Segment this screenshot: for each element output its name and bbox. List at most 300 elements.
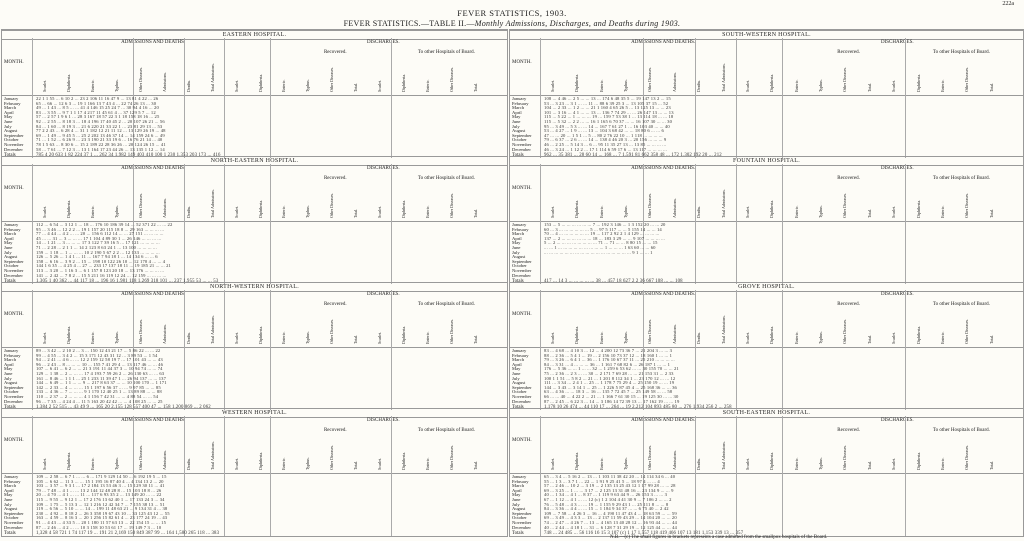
month-header: MONTH. [4,438,24,443]
month-label: June [512,245,521,250]
column-label-enteric: Enteric. [939,457,945,470]
admissions-deaths-header: ADMISSIONS AND DEATHS. [631,418,696,423]
column-label-deaths: Deaths. [185,79,191,92]
table-row [510,273,1023,279]
totals-values: 785 4 20 633 1 82 224 37 1 ... 262 34 1,982 149 403 410 100 1 230 1,353 203 173 ... 416 [36,153,221,159]
column-label-other-diseases: Other Diseases. [964,318,970,344]
row-values: 47 ... ... 20 ... 1 5 1 ... 5 ... 80 2 76 22 10 ... 1 118 ... ... ... ... [544,132,663,138]
month-label: March [4,483,16,489]
month-label: August [4,506,18,512]
other-hospitals-header: To other Hospitals of Board. [417,428,475,433]
column-header [2,38,507,96]
row-values: 129 ... 1 38 ... 2 ... ... ... 17 4 193 7 59 26 2 ... 26 130 63 ... ... 63 [36,371,165,376]
column-label-scarlet: Scarlet. [550,457,555,470]
row-values: 104 ... 2 33 ... 1 2 ... ... 21 1 160 4 65 26 5 ... 13 125 13 ... ... 23 [544,105,671,111]
recovered-header: Recovered. [837,302,860,307]
month-label: December [512,146,531,152]
column-label-total-admissions: Total Admissions. [720,189,726,218]
column-label-total-admissions: Total Admissions. [209,315,215,344]
month-label: March [512,105,524,111]
row-values: 75 ... 2 36 ... 2 3 ... ... 30 ... 2 171 7 69 28 ... ... 21 153 31 ... 2 33 [544,371,674,376]
month-header: MONTH. [4,60,24,65]
month-label: July [512,375,520,381]
row-values: 49 ... 1 43 ... 8 5 ... ... 41 4 146 15 25 24 7 ... 30 94 4 16 ... 20 [36,105,159,111]
table-body [510,222,1023,285]
month-label: September [4,510,24,516]
column-label-diphtheria: Diphtheria. [915,73,921,92]
totals-values: 417 ... 14 3 ... ... ... ... ... 38 ... 457 18 627 2 2 36 667 108 ... ... 108 [544,279,683,285]
month-label: August [4,254,18,260]
month-label: March [512,231,524,237]
table-row [2,399,507,405]
column-label-total: Total. [473,82,479,92]
column-label-scarlet: Scarlet. [233,457,239,470]
row-values: 109 ... 1 75 ... 5 13 3 ... 12 1 216 12 42 34 7 ... 7 155 38 13 ... 51 [36,501,165,507]
row-values: 45 ... ... 31 ... 3 ... ... ... 17 1 104 4 89 30 1 ... 26 146 ... ... ... ... [36,235,162,241]
row-values: 55 ... 1 3 ... 3 7 1 ... 22 ... 1 91 9 25 41 5 ... 18 97 4 ... ... 4 [544,478,660,484]
other-hospitals-header: To other Hospitals of Board. [417,50,475,55]
column-label-enteric: Enteric. [598,331,604,344]
hospital-section-western [2,408,507,536]
month-label: June [4,497,13,502]
month-label: March [512,483,524,489]
column-header [2,416,507,474]
totals-values: 1,305 1 40 362 ... 44 117 18 ... 196 16 1,981 118 1,269 318 101 ... 237 1,955 53 ... ... 53 [36,279,219,285]
row-values: 84 ... 1 60 ... 8 19 3 ... 21 6 220 21 33 22 1 ... 23 81 29 13 ... 53 [36,123,163,129]
column-label-admissions: Admissions. [161,72,167,92]
row-values: 101 ... 3 16 ... 4 1 ... ... 13 ... 136 7 74 29 ... ... 26 147 13 ... ... 13 [544,109,674,115]
month-label: September [4,258,24,264]
column-label-enteric: Enteric. [793,79,799,92]
column-label-diphtheria: Diphtheria. [915,325,921,344]
month-label: October [512,389,527,395]
column-label-other-diseases: Other Diseases. [329,192,335,218]
row-values: 20 ... 4 70 ... 4 1 ... ... 11 ... 117 6 93 35 2 ... 13 149 20 ... ... 22 [36,492,162,498]
column-label-scarlet: Scarlet. [744,457,750,470]
column-label-admissions: Admissions. [671,324,677,344]
row-values: 119 ... 6 56 ... 5 10 ... ... 14 ... 199 11 48 63 21 ... 9 134 31 4 ... 38 [36,506,168,512]
admissions-deaths-header: ADMISSIONS AND DEATHS. [121,418,186,423]
table-body [510,96,1023,159]
row-values: 66 ... ... 40 ... 4 22 2 ... 21 ... 1 166 7 61 30 15 ... 19 125 30 ... ... 30 [544,394,679,399]
section-title: GROVE HOSPITAL. [510,282,1023,292]
totals-values: 1,178 10 26 474 ... 44 110 17 ... 264 ... 19 2,212 104 893 485 80 ... 276 1,934 256 2 ... 258 [544,405,732,411]
recovered-header: Recovered. [837,428,860,433]
column-label-admissions: Admissions. [161,450,167,470]
totals-row [2,531,507,537]
recovered-header: Recovered. [323,428,347,433]
row-values: 58 ... 7 61 ... 7 12 3 ... 13 1 164 17 23 44 26 ... 13 135 1 12 ... 14 [36,146,165,152]
month-label: June [4,371,13,376]
row-values: 110 ... 2 37 ... 2 ... ... ... 4 1 156 7 42 31 ... ... 4 88 54 ... ... 54 [36,394,159,399]
row-values: 153 ... 5 ... ... ... ... ... ... 7 ... 192 3 146 ... 1 3 152 20 ... ... 20 [544,222,666,227]
column-label-diphtheria: Diphtheria. [401,73,407,92]
column-label-enteric: Enteric. [939,331,945,344]
month-label: March [4,231,16,237]
month-label: February [512,100,529,106]
month-label: July [512,123,520,129]
column-label-scarlet: Scarlet. [377,205,383,218]
recovered-header: Recovered. [323,302,347,307]
row-values: 79 ... 6 37 ... 2 6 ... ... 14 ... 138 4 46 20 3 ... 20 156 ... ... ... 9 [544,137,667,143]
month-label: September [512,510,532,516]
discharges-header: DISCHARGES. [880,40,914,45]
column-label-other-diseases: Other Diseases. [647,192,653,218]
month-label: December [512,524,531,530]
month-label: February [4,100,21,106]
totals-label: Totals [512,405,524,411]
column-label-typhus: Typhus. [623,457,629,470]
column-label-scarlet: Scarlet. [891,205,897,218]
totals-label: Totals [4,531,16,537]
column-label-total: Total. [473,334,479,344]
month-label: February [512,352,529,358]
month-label: June [4,245,13,250]
row-values: ... ... ... ... ... ... ... ... ... ... ... ... ... ... ... ... ... 9 1 ... ... 1 [544,249,653,255]
column-label-scarlet: Scarlet. [550,331,555,344]
row-values: 115 ... 5 22 ... 1 ... ... ... 19 ... 159 7 53 38 1 ... 13 114 18 ... ... 18 [544,114,674,120]
row-values: 141 ... 2 42 ... 7 8 2 ... 15 5 211 16 119 12 24 ... 12 159 ... ... ... ... [36,272,167,278]
row-values: 95 ... 3 49 ... 5 3 ... ... 14 ... 167 7 61 27 1 ... 16 103 40 ... ... 40 [544,123,670,129]
column-label-scarlet: Scarlet. [744,331,750,344]
row-values: 96 ... 2 43 ... 8 ... ... ... 10 ... 155 7 41 29 4 ... 13 117 46 ... ... 46 [36,361,164,367]
recovered-header: Recovered. [323,176,347,181]
table-title-prefix: FEVER STATISTICS.—TABLE II.— [343,19,475,28]
column-label-scarlet: Scarlet. [377,331,383,344]
row-values: 84 ... 3 31 ... 4 ... ... ... 36 ... 1 161 7 68 82 6 ... 26 187 1 ... ... 1 [544,361,671,367]
left-column [1,29,508,537]
row-values: 67 ... 1 12 ... 4 1 ... ... 12 (c) 1 2 104 4 41 30 9 ... 7 106 2 ... ... 2 [544,497,672,502]
month-label: January [512,222,527,227]
column-label-enteric: Enteric. [89,457,95,470]
table-title [0,19,1024,28]
row-values: 40 ... 2 44 ... 4 18 1 ... 31 ... 6 128 7 31 29 19 ... 12 125 44 ... ... 44 [544,524,677,530]
column-label-diphtheria: Diphtheria. [65,325,71,344]
totals-label: Totals [4,279,16,285]
column-label-enteric: Enteric. [939,79,945,92]
column-label-scarlet: Scarlet. [42,205,47,218]
row-values: 158 ... 6 16 ... 3 9 2 ... 15 ... 198 10 122 26 10 ... 12 170 4 ... ... 4 [36,258,166,264]
month-label: July [4,123,12,129]
month-label: June [4,119,13,124]
month-label: August [512,380,526,386]
row-values: 74 ... 2 47 ... 4 26 7 ... 13 ... 4 165 13 40 28 12 ... 16 93 44 ... ... 44 [544,520,677,525]
row-values: 108 ... 4 46 ... 2 5 ... ... 13 ... 174 6 48 35 5 ... 19 147 13 2 ... 15 [544,96,671,101]
month-label: August [4,380,18,386]
column-label-total: Total. [353,334,359,344]
row-values: 46 ... 3 24 ... 1 12 2 ... 17 1 114 6 59 17 6 ... 13 117 ... ... ... ... [544,146,668,152]
month-label: April [512,487,522,493]
column-label-admissions: Admissions. [671,72,677,92]
column-label-other-diseases: Other Diseases. [449,192,455,218]
row-values: 96 ... 7 35 ... 4 24 4 ... 11 5 163 20 42 42 ... ... 4 108 25 ... ... 25 [36,398,163,404]
column-label-other-diseases: Other Diseases. [137,192,143,218]
column-label-other-diseases: Other Diseases. [137,66,143,92]
row-values: 109 ... 7 58 ... 4 26 3 ... 16 ... 4 190 11 47 43 4 ... 18 63 59 ... ... 59 [544,510,677,516]
hospital-section-grove [510,282,1023,410]
column-label-total: Total. [353,460,359,470]
admissions-deaths-header: ADMISSIONS AND DEATHS. [631,166,696,171]
row-values: 99 ... 4 55 ... 3 4 2 ... 15 3 171 12 43 31 12 ... 3 89 53 ... 1 54 [36,352,158,358]
column-label-typhus: Typhus. [623,79,629,92]
row-values: 70 ... 4 ... ... ... ... ... ... 19 ... 117 2 92 2 1 4 129 ... ... ... ... [544,231,660,237]
column-label-total: Total. [988,460,994,470]
month-header: MONTH. [512,312,532,317]
column-label-admissions: Admissions. [671,450,677,470]
month-label: June [512,371,521,376]
column-label-total-admissions: Total Admissions. [720,63,726,92]
row-values: 137 ... 2 ... ... ... ... ... ... 18 ... 183 3 29 ... ... 9 107 ... ... ... ... [544,235,665,241]
month-label: January [4,348,19,353]
column-header [2,290,507,348]
column-label-typhus: Typhus. [818,457,824,470]
column-label-scarlet: Scarlet. [744,79,750,92]
month-label: November [4,142,24,147]
other-hospitals-header: To other Hospitals of Board. [932,302,990,307]
month-label: August [512,128,526,134]
hospital-section-north-eastern [2,156,507,284]
column-label-typhus: Typhus. [305,331,311,344]
column-label-scarlet: Scarlet. [891,331,897,344]
column-header [510,290,1023,348]
month-label: May [512,492,521,498]
right-column [509,29,1024,537]
row-values: 113 ... 3 20 ... 1 16 3 ... 6 1 157 8 123 20 18 ... 13 176 ... ... ... ... [36,268,165,273]
column-header [510,38,1023,96]
discharges-header: DISCHARGES. [366,292,400,297]
month-label: February [4,352,21,358]
row-values: 69 ... 1 49 ... 9 45 5 ... 25 2 202 13 46 37 14 ... 14 159 24 6 ... 49 [36,132,165,138]
column-label-total: Total. [988,82,994,92]
column-label-diphtheria: Diphtheria. [65,451,71,470]
column-label-admissions: Admissions. [671,198,677,218]
column-label-other-diseases: Other Diseases. [842,444,848,470]
totals-label: Totals [4,405,16,411]
section-title: SOUTH-WESTERN HOSPITAL. [510,30,1023,40]
column-label-diphtheria: Diphtheria. [769,451,775,470]
totals-values: 1,384 2 52 515 ... 43 49 9 ... 165 20 2,155 128 557 400 47 ... 158 1,200 869 ... 2 062 [36,405,211,411]
month-label: November [512,142,532,147]
column-label-total-admissions: Total Admissions. [209,189,215,218]
column-label-total: Total. [353,82,359,92]
column-label-other-diseases: Other Diseases. [449,444,455,470]
column-label-diphtheria: Diphtheria. [257,325,263,344]
month-label: June [512,497,521,502]
month-label: December [512,272,531,278]
column-label-scarlet: Scarlet. [233,331,239,344]
month-label: March [4,105,16,111]
column-label-typhus: Typhus. [623,331,629,344]
column-label-typhus: Typhus. [818,331,824,344]
row-values: 77 2 2 43 ... 6 28 4 ... 31 1 182 12 21 11 12 ... 13 129 26 19 ... 48 [36,128,166,134]
admissions-deaths-header: ADMISSIONS AND DEATHS. [121,40,186,45]
section-title: NORTH-WESTERN HOSPITAL. [2,282,507,292]
section-title: FOUNTAIN HOSPITAL. [510,156,1023,166]
column-label-other-diseases: Other Diseases. [647,318,653,344]
column-label-typhus: Typhus. [113,205,119,218]
month-label: March [512,357,524,363]
table-body [2,348,507,411]
column-label-diphtheria: Diphtheria. [769,325,775,344]
month-label: February [4,226,21,232]
month-header: MONTH. [4,312,24,317]
page-number: 222a [1002,1,1014,7]
hospital-section-eastern [2,30,507,158]
month-label: October [512,263,527,269]
row-values: 92 ... 2 55 ... 8 18 3 ... 18 4 196 17 40 45 2 ... 20 107 26 21 ... 56 [36,119,165,124]
column-label-scarlet: Scarlet. [42,457,47,470]
column-label-typhus: Typhus. [113,457,119,470]
section-title: SOUTH-EASTERN HOSPITAL. [510,408,1023,418]
month-label: December [512,398,531,404]
month-label: October [4,389,19,395]
month-label: May [4,114,13,120]
row-values: 144 ... 6 49 ... 1 1 ... ... 9 ... 217 8 63 37 ... ... 10 100 170 ... 1 171 [36,380,167,386]
row-values: 53 ... 3 23 ... 3 1 ... ... 11 ... 88 6 39 25 3 ... 13 105 37 15 ... 52 [544,100,669,106]
month-header: MONTH. [512,186,532,191]
discharges-header: DISCHARGES. [366,166,400,171]
column-label-typhus: Typhus. [305,79,311,92]
row-values: 161 ... 8 46 ... 1 1 1 ... 25 1 233 11 39 47 1 ... 26 94 137 ... ... 137 [36,375,167,381]
column-label-enteric: Enteric. [598,457,604,470]
month-label: September [4,132,24,138]
table-row [510,525,1023,531]
month-label: November [4,520,24,525]
month-label: November [4,268,24,273]
column-label-typhus: Typhus. [113,79,119,92]
column-label-enteric: Enteric. [939,205,945,218]
month-label: January [512,474,527,479]
column-label-diphtheria: Diphtheria. [401,325,407,344]
row-values: 105 ... 6 62 ... 11 3 ... ... 15 1 195 16 87 40 4 ... 4 134 13 2 ... 20 [36,478,164,484]
row-values: 40 ... 1 34 ... 4 1 ... 8 37 ... 1 119 9 63 44 9 ... 26 153 3 ... ... 3 [544,492,668,498]
month-label: March [4,357,16,363]
section-title: EASTERN HOSPITAL. [2,30,507,40]
month-label: October [512,137,527,143]
column-label-admissions: Admissions. [161,198,167,218]
column-label-total: Total. [473,460,479,470]
column-label-diphtheria: Diphtheria. [257,199,263,218]
table-body [510,474,1023,537]
month-label: February [512,226,529,232]
row-values: 69 ... 3 25 ... 1 ... ... 3 17 ... 2 125 13 31 48 16 ... 23 134 9 ... ... 9 [544,487,674,493]
column-label-total-admissions: Total Admissions. [209,441,215,470]
month-label: January [4,96,19,101]
column-label-total: Total. [866,334,872,344]
column-label-enteric: Enteric. [89,205,95,218]
column-label-diphtheria: Diphtheria. [769,73,775,92]
month-label: February [4,478,21,484]
column-label-enteric: Enteric. [281,457,287,470]
column-label-typhus: Typhus. [305,457,311,470]
column-label-enteric: Enteric. [89,331,95,344]
month-label: September [512,132,532,138]
column-label-other-diseases: Other Diseases. [329,444,335,470]
table-row [510,147,1023,153]
row-values: 87 ... 2 45 ... 6 22 3 ... 14 ... 3 186 14 72 39 13 ... 17 162 19 ... ... 19 [544,398,680,404]
column-label-admissions: Admissions. [161,324,167,344]
month-label: April [4,109,14,115]
row-values: 60 ... 3 ... ... ... ... ... ... 5 ... 97 5 117 ... ... 5 155 14 ... ... 14 [544,226,662,232]
row-values: 88 ... 2 36 ... 5 4 1 ... 19 ... 2 156 10 73 37 12 ... 18 160 1 ... ... 1 [544,352,673,358]
totals-values: 962 ... 35 381 ... 28 60 14 ... 168 ... 7 1,591 81 662 358 48 ... 172 1,302 192 20 ... 212 [544,153,722,159]
other-hospitals-header: To other Hospitals of Board. [932,176,990,181]
row-values: 87 ... 2 46 ... 4 2 ... ... 10 3 158 10 53 61 17 ... 19 149 7 3 ... 10 [36,524,162,530]
month-label: May [4,240,13,246]
row-values: 71 ... 1 52 ... 6 26 9 ... 23 3 190 21 33 19 6 ... 16 76 21 14 ... 40 [36,137,163,143]
admissions-deaths-header: ADMISSIONS AND DEATHS. [631,292,696,297]
table-row [2,147,507,153]
column-label-diphtheria: Diphtheria. [65,73,71,92]
row-values: 79 ... 3 26 ... 6 4 1 ... 36 ... 1 176 10 67 37 11 ... 25 210 ... ... ... ... [544,357,675,363]
column-label-typhus: Typhus. [818,79,824,92]
discharges-header: DISCHARGES. [880,166,914,171]
row-values: 100 1 1 51 ... 5 8 2 ... 21 ... 1 201 8 112 34 1 ... 23 170 12 ... ... 12 [544,375,676,381]
column-label-deaths: Deaths. [185,331,191,344]
column-label-enteric: Enteric. [425,79,431,92]
discharges-header: DISCHARGES. [880,418,914,423]
row-values: 142 ... 2 33 ... 4 ... ... ... 15 1 197 6 56 37 ... ... 9 97 85 ... ... 85 [36,384,161,390]
table-title-subtitle: Monthly Admissions, Discharges, and Deaths during 1903. [474,19,681,28]
row-values: 107 ... 6 41 ... 6 2 ... ... 21 3 191 11 44 37 3 ... 10 94 74 ... ... 74 [36,366,163,372]
column-label-deaths: Deaths. [696,457,702,470]
column-label-deaths: Deaths. [185,205,191,218]
table-row [510,399,1023,405]
column-label-enteric: Enteric. [793,331,799,344]
row-values: 111 ... 3 34 ... 2 4 1 ... 25 ... 1 178 7 75 29 4 ... 25 150 19 ... ... 19 [544,380,675,386]
row-values: 89 ... 3 42 ... 2 10 2 ... 3 ... 150 12 43 21 17 ... 5 86 22 ... ... 22 [36,348,161,353]
row-values: 115 ... 5 32 ... 2 2 ... ... 16 1 165 6 70 37 ... ... 16 107 30 ... ... 30 [544,119,673,124]
column-label-other-diseases: Other Diseases. [647,66,653,92]
column-label-total-admissions: Total Admissions. [209,63,215,92]
row-values: 144 ... 3 43 ... 3 14 1 ... 25 ... 1 226 5 87 45 4 ... 25 168 36 ... ... 36 [544,384,677,390]
column-label-diphtheria: Diphtheria. [574,325,580,344]
row-values: 65 ... 66 ... 12 6 3 ... 19 1 166 13 7 43 4 ... 22 74 26 13 ... 30 [36,100,157,106]
month-label: October [4,137,19,143]
discharges-header: DISCHARGES. [880,292,914,297]
row-values: 176 ... 5 36 ... ... 1 ... ... 32 ... 1 259 6 53 62 ... ... 30 155 70 ... ... 21 [544,366,679,372]
other-hospitals-header: To other Hospitals of Board. [417,176,475,181]
row-values: 22 1 1 55 ... 6 10 2 ... 23 2 106 11 16 47 9 ... 13 81 4 22 ... 26 [36,96,159,101]
column-label-enteric: Enteric. [793,205,799,218]
column-header [2,164,507,222]
row-values: 95 ... 3 46 ... 12 2 2 ... 19 1 157 20 115 18 8 ... 29 163 ... ... ... ... [36,226,165,232]
column-label-enteric: Enteric. [425,331,431,344]
column-label-enteric: Enteric. [425,205,431,218]
row-values: 76 ... 5 48 ... 4 3 ... ... 19 ... 1 155 9 29 43 1 ... 25 111 8 ... ... 8 [544,501,669,507]
month-label: January [4,222,19,227]
column-label-typhus: Typhus. [623,205,629,218]
table-row [2,273,507,279]
row-values: 126 ... 5 26 ... 1 4 1 ... 11 ... 167 7 94 18 1 ... 14 134 6 ... ... 6 [36,254,158,260]
row-values: 78 1 5 63 ... 8 30 6 ... 15 2 189 22 28 36 26 ... 20 124 26 15 ... 41 [36,142,166,147]
month-label: April [512,109,522,115]
column-label-scarlet: Scarlet. [233,205,239,218]
column-label-diphtheria: Diphtheria. [769,199,775,218]
month-label: July [4,249,12,255]
month-label: January [512,348,527,353]
column-label-total: Total. [473,208,479,218]
column-label-total: Total. [866,82,872,92]
totals-label: Totals [4,153,16,159]
hospital-section-fountain [510,156,1023,284]
column-header [510,416,1023,474]
column-label-other-diseases: Other Diseases. [964,192,970,218]
column-label-total: Total. [866,208,872,218]
row-values: 91 ... 4 43 ... 4 33 5 ... 20 1 180 11 57 63 13 ... 22 154 15 ... ... 15 [36,520,167,525]
month-label: May [512,366,521,372]
month-label: May [4,366,13,372]
